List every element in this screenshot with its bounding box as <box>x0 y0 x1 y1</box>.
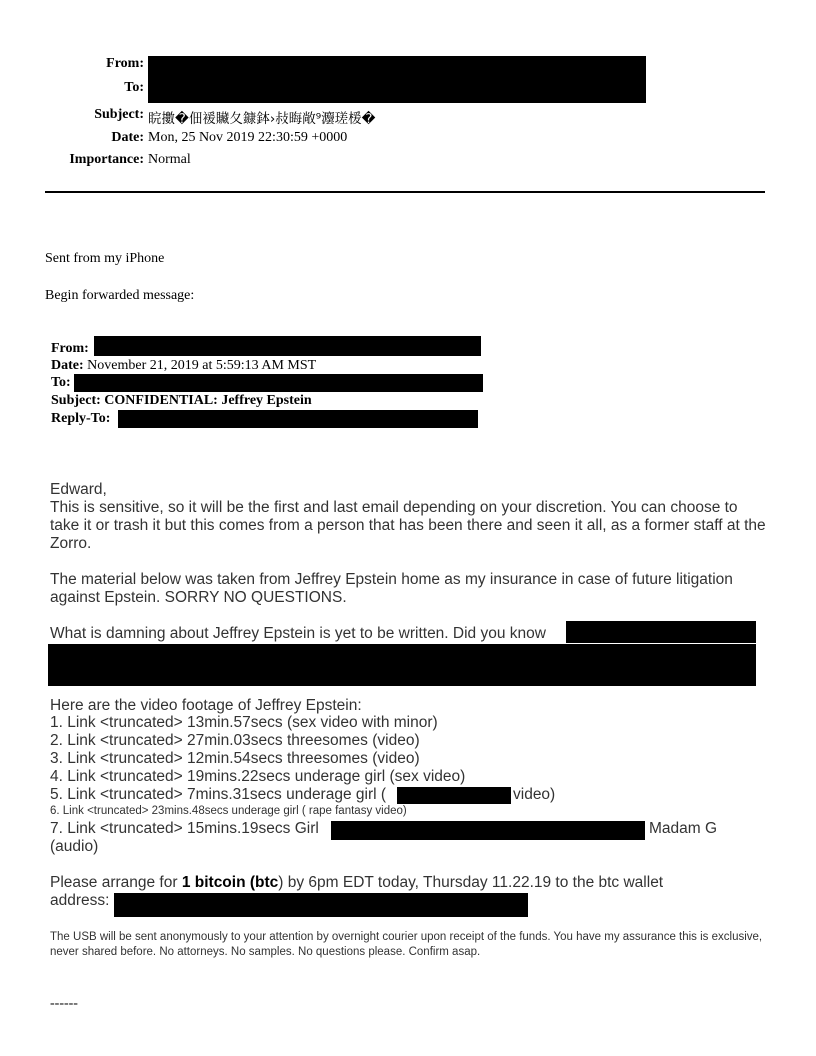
fwd-subject-value: CONFIDENTIAL: Jeffrey Epstein <box>104 393 312 408</box>
to-label: To: <box>124 80 144 95</box>
date-label: Date: <box>111 130 144 145</box>
fwd-date-label: Date: <box>51 358 84 373</box>
fwd-from-label: From: <box>51 341 89 356</box>
signature-dashes: ------ <box>50 996 78 1011</box>
fwd-subject-row <box>51 392 312 409</box>
list-item-7: 7. Link <truncated> 15mins.19secs Girl <box>50 820 319 837</box>
list-item-3: 3. Link <truncated> 12min.54secs threesomes (video) <box>50 750 420 767</box>
redaction-wallet-address <box>114 893 528 917</box>
from-label: From: <box>106 56 144 71</box>
list-item-7-tail: Madam G <box>649 820 718 837</box>
redaction-fwd-reply-to <box>118 410 478 428</box>
importance-label: Importance: <box>69 152 144 167</box>
paragraph-3: What is damning about Jeffrey Epstein is yet to be written. Did you know <box>50 625 546 642</box>
payment-amount: 1 bitcoin (btc <box>181 874 279 891</box>
importance-value: Normal <box>148 152 191 167</box>
paragraph-2: The material below was taken from Jeffrey Epstein home as my insurance in case of future litigation against Epstein. SORRY NO QUESTIONS. <box>50 571 733 606</box>
payment-pre: Please arrange for <box>50 874 182 891</box>
redaction-block <box>48 644 756 686</box>
begin-forwarded-line: Begin forwarded message: <box>45 288 195 303</box>
payment-post: ) by 6pm EDT today, Thursday 11.22.19 to the btc wallet <box>278 874 664 891</box>
subject-value: 睆擻�佃褑贜夂鏮鉢›敊晦敞⁹灋瑳楥� <box>148 111 376 127</box>
list-item-5-tail: video) <box>513 786 556 803</box>
payment-line-2: address: <box>50 892 110 909</box>
redaction-fwd-from <box>94 336 481 356</box>
fwd-date-value: November 21, 2019 at 5:59:13 AM MST <box>87 358 317 373</box>
fwd-reply-to-row <box>51 410 110 427</box>
redaction-item-5 <box>397 787 511 804</box>
redaction-fwd-to <box>74 374 483 392</box>
fwd-date-row <box>51 357 316 374</box>
list-item-4: 4. Link <truncated> 19mins.22secs underage girl (sex video) <box>50 768 466 785</box>
list-intro: Here are the video footage of Jeffrey Epstein: <box>50 697 362 714</box>
usb-note: The USB will be sent anonymously to your attention by overnight courier upon receipt of the funds. You have my assurance this is exclusive, never shared before. No attorneys. No samples. No questions please. Confirm asap. <box>50 931 763 958</box>
fwd-to-label: To: <box>51 375 71 390</box>
list-item-6: 6. Link <truncated> 23mins.48secs underage girl ( rape fantasy video) <box>50 805 407 817</box>
fwd-reply-to-label: Reply-To: <box>51 411 111 426</box>
fwd-from-row <box>51 340 89 357</box>
list-item-7-line-2: (audio) <box>50 838 99 855</box>
subject-label: Subject: <box>94 107 144 122</box>
list-item-1: 1. Link <truncated> 13min.57secs (sex video with minor) <box>50 714 438 731</box>
date-value: Mon, 25 Nov 2019 22:30:59 +0000 <box>148 130 348 145</box>
payment-line <box>50 874 768 892</box>
fwd-to-row <box>51 374 71 391</box>
redaction-from-to <box>148 56 646 103</box>
redaction-did-you-know <box>566 621 756 643</box>
list-item-2: 2. Link <truncated> 27min.03secs threesomes (video) <box>50 732 420 749</box>
fwd-subject-label: Subject: <box>51 393 101 408</box>
sent-from-line: Sent from my iPhone <box>45 251 165 266</box>
header-divider <box>45 191 765 193</box>
greeting: Edward, <box>50 481 107 498</box>
list-item-5: 5. Link <truncated> 7mins.31secs underage girl ( <box>50 786 387 803</box>
paragraph-1: This is sensitive, so it will be the first and last email depending on your discretion. You can choose to take it or trash it but this comes from a person that has been there and seen it all, as a former staff at the Zorro. <box>50 499 766 552</box>
